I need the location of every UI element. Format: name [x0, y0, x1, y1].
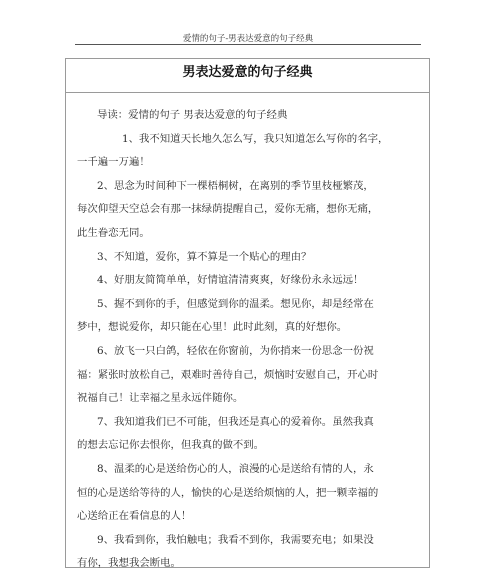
- body-line: 此生眷恋无同。: [77, 226, 150, 239]
- body-line: 2、思念为时间种下一棵梧桐树，在离别的季节里枝桠繁茂，: [97, 179, 374, 192]
- body-line: 一千遍一万遍！: [77, 156, 150, 169]
- header-text: 爱情的句子-男表达爱意的句子经典: [182, 34, 314, 44]
- body-line: 8、温柔的心是送给伤心的人，浪漫的心是送给有情的人，永: [97, 462, 374, 475]
- body-line: 福：紧张时放松自己，艰难时善待自己，烦恼时安慰自己，开心时: [77, 368, 379, 381]
- body-line: 9、我看到你，我怕触电；我看不到你，我需要充电；如果没: [97, 533, 374, 546]
- body-line: 5、握不到你的手，但感觉到你的温柔。想见你，却是经常在: [97, 297, 374, 310]
- body-line: 4、好朋友简简单单，好情谊清清爽爽，好缘份永永远远！: [97, 274, 364, 287]
- body-line: 心送给正在看信息的人！: [77, 510, 192, 523]
- body-line: 祝福自己！让幸福之星永远伴随你。: [77, 392, 244, 405]
- title-divider: [65, 92, 430, 93]
- body-line: 每次仰望天空总会有那一抹绿荫提醒自己，爱你无痛，想你无痛，: [77, 203, 379, 216]
- header-rule: [75, 44, 421, 45]
- body-line: 的想去忘记你去恨你，但我真的做不到。: [77, 439, 265, 452]
- body-line: 梦中，想说爱你，却只能在心里！此时此刻，真的好想你。: [77, 321, 348, 334]
- body-line: 7、我知道我们已不可能，但我还是真心的爱着你。虽然我真: [97, 415, 374, 428]
- body-line: 有你，我想我会断电。: [77, 557, 181, 570]
- body-line: 1、我不知道天长地久怎么写，我只知道怎么写你的名字，: [122, 132, 389, 145]
- body-line: 6、放飞一只白鸽，轻依在你窗前，为你捎来一份思念一份祝: [97, 344, 374, 357]
- body-line: 3、不知道，爱你，算不算是一个贴心的理由？: [97, 250, 312, 263]
- article-body: [77, 104, 421, 576]
- body-line: 恒的心是送给等待的人，愉快的心是送给烦恼的人，把一颗幸福的: [77, 486, 379, 499]
- intro-line: 导读：爱情的句子 男表达爱意的句子经典: [97, 109, 288, 121]
- article-title: 男表达爱意的句子经典: [182, 65, 313, 80]
- page-header: [0, 0, 496, 44]
